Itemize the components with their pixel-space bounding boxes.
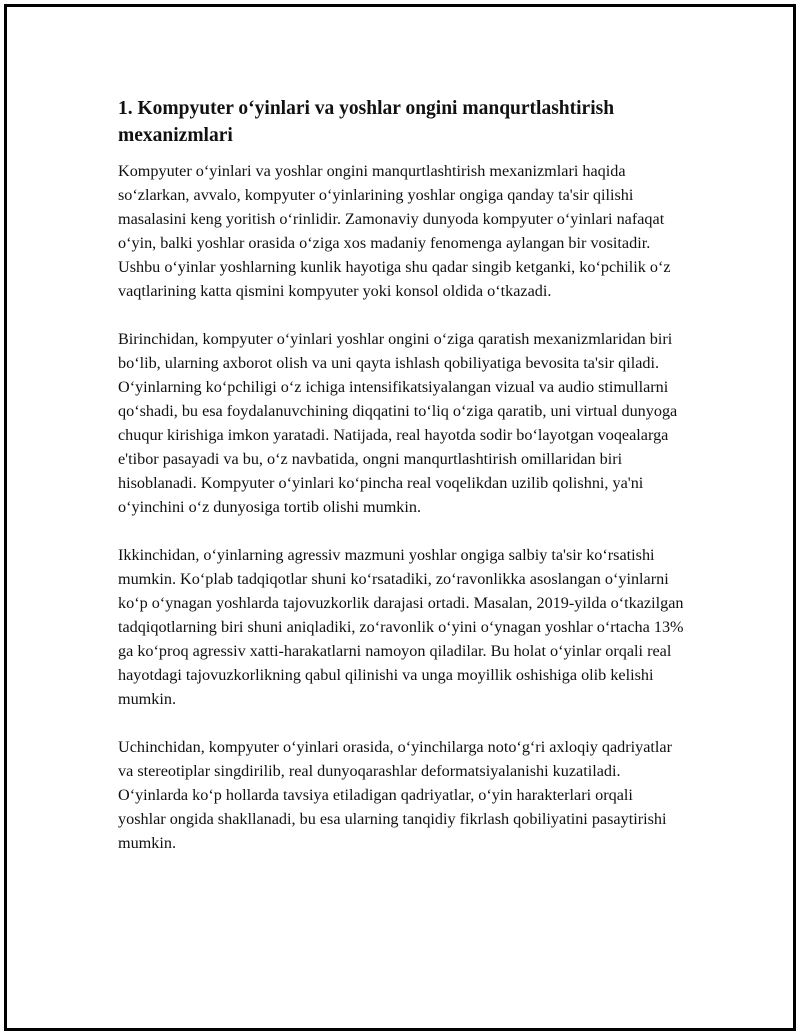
paragraph-first: Birinchidan, kompyuter o‘yinlari yoshlar ongini o‘ziga qaratish mexanizmlaridan biri bo‘lib, ularning axborot olish va uni qayta ishlash qobiliyatiga bevosita ta'sir qiladi. O‘yinlarning ko‘pchiligi o‘z ichiga intensifikatsiyalangan vizual va audio stimullarni qo‘shadi, bu esa foydalanuvchining diqqatini to‘liq o‘ziga qaratib, uni virtual dunyoga chuqur kirishiga imkon yaratadi. Natijada, real hayotda sodir bo‘layotgan voqealarga e'tibor pasayadi va bu, o‘z navbatida, ongni manqurtlashtirish omillaridan biri hisoblanadi. Kompyuter o‘yinlari ko‘pincha real voqelikdan uzilib qolishni, ya'ni o‘yinchini o‘z dunyosiga tortib olishi mumkin. — [118, 330, 678, 516]
paragraph-third: Uchinchidan, kompyuter o‘yinlari orasida, o‘yinchilarga noto‘g‘ri axloqiy qadriyatlar va stereotiplar singdirilib, real dunyoqarashlar deformatsiyalanishi kuzatiladi. O‘yinlarda ko‘p hollarda tavsiya etiladigan qadriyatlar, o‘yin harakterlari orqali yoshlar ongida shakllanadi, bu esa ularning tanqidiy fikrlash qobiliyatini pasaytirishi mumkin. — [118, 738, 672, 852]
paragraph-intro: Kompyuter o‘yinlari va yoshlar ongini manqurtlashtirish mexanizmlari haqida so‘zlarkan, avvalo, kompyuter o‘yinlarining yoshlar ongiga qanday ta'sir qilishi masalasini keng yoritish o‘rinlidir. Zamonaviy dunyoda kompyuter o‘yinlari nafaqat o‘yin, balki yoshlar orasida o‘ziga xos madaniy fenomenga aylangan bir vositadir. Ushbu o‘yinlar yoshlarning kunlik hayotiga shu qadar singib ketganki, ko‘pchilik o‘z vaqtlarining katta qismini kompyuter yoki konsol oldida o‘tkazadi. — [118, 162, 671, 300]
paragraph-second: Ikkinchidan, o‘yinlarning agressiv mazmuni yoshlar ongiga salbiy ta'sir ko‘rsatishi mumkin. Ko‘plab tadqiqotlar shuni ko‘rsatadiki, zo‘ravonlikka asoslangan o‘yinlarni ko‘p o‘ynagan yoshlarda tajovuzkorlik darajasi ortadi. Masalan, 2019-yilda o‘tkazilgan tadqiqotlarning biri shuni aniqladiki, zo‘ravonlik o‘yini o‘ynagan yoshlar o‘rtacha 13% ga ko‘proq agressiv xatti-harakatlarni namoyon qiladilar. Bu holat o‘yinlar orqali real hayotdagi tajovuzkorlikning qabul qilinishi va unga moyillik oshishiga olib kelishi mumkin. — [118, 546, 684, 708]
section-heading: 1. Kompyuter o‘yinlari va yoshlar ongini manqurtlashtirish mexanizmlari — [118, 98, 615, 146]
document-body — [118, 95, 684, 879]
